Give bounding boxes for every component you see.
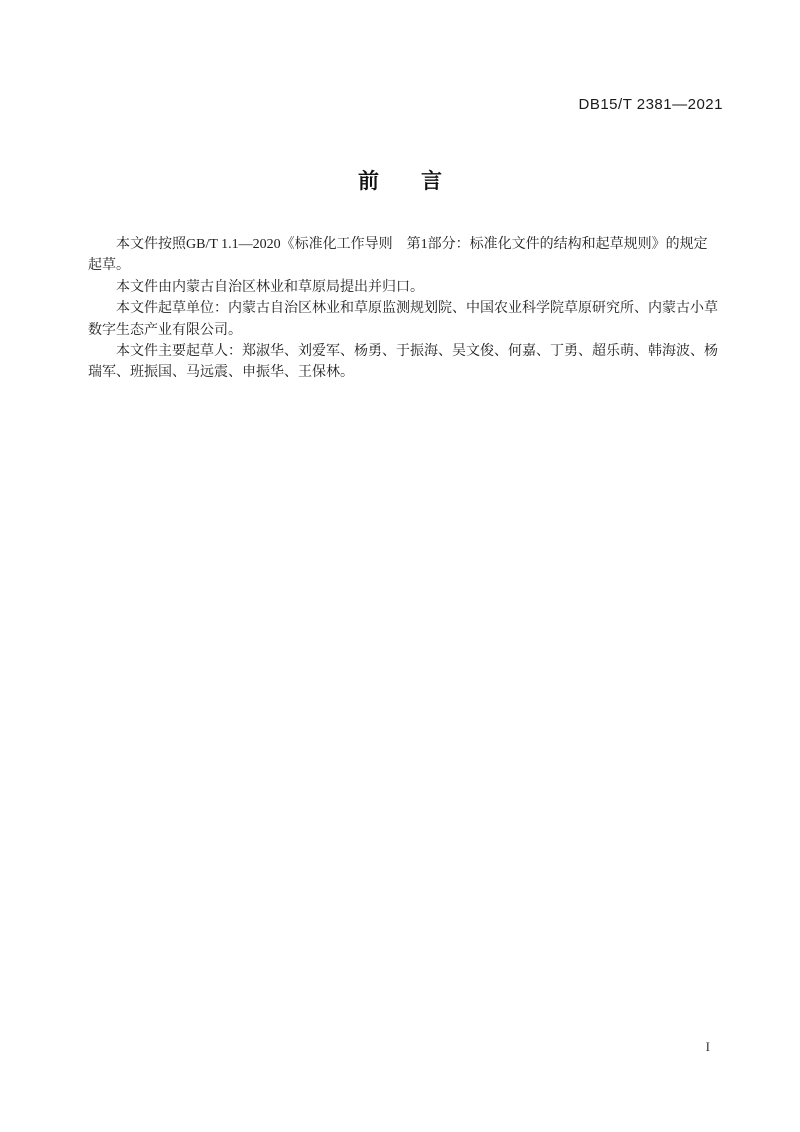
body-line: 本文件主要起草人：郑淑华、刘爱军、杨勇、于振海、吴文俊、何嘉、丁勇、超乐萌、韩海波、杨 bbox=[116, 343, 718, 359]
body-line: 本文件按照GB/T 1.1—2020《标准化工作导则 第1部分：标准化文件的结构和起草规则》的规定 bbox=[116, 237, 708, 252]
body-line: 数字生态产业有限公司。 bbox=[88, 322, 242, 338]
document-code: DB15/T 2381—2021 bbox=[578, 96, 723, 113]
page-number: I bbox=[705, 1039, 710, 1054]
body-line: 本文件起草单位：内蒙古自治区林业和草原监测规划院、中国农业科学院草原研究所、内蒙古小草 bbox=[116, 301, 718, 317]
body-line: 瑞军、班振国、马远震、申振华、王保林。 bbox=[88, 365, 354, 381]
body-line: 本文件由内蒙古自治区林业和草原局提出并归口。 bbox=[116, 279, 424, 295]
page-title: 前 言 bbox=[358, 170, 442, 193]
body-line: 起草。 bbox=[88, 258, 130, 274]
foreword-body bbox=[88, 234, 733, 384]
